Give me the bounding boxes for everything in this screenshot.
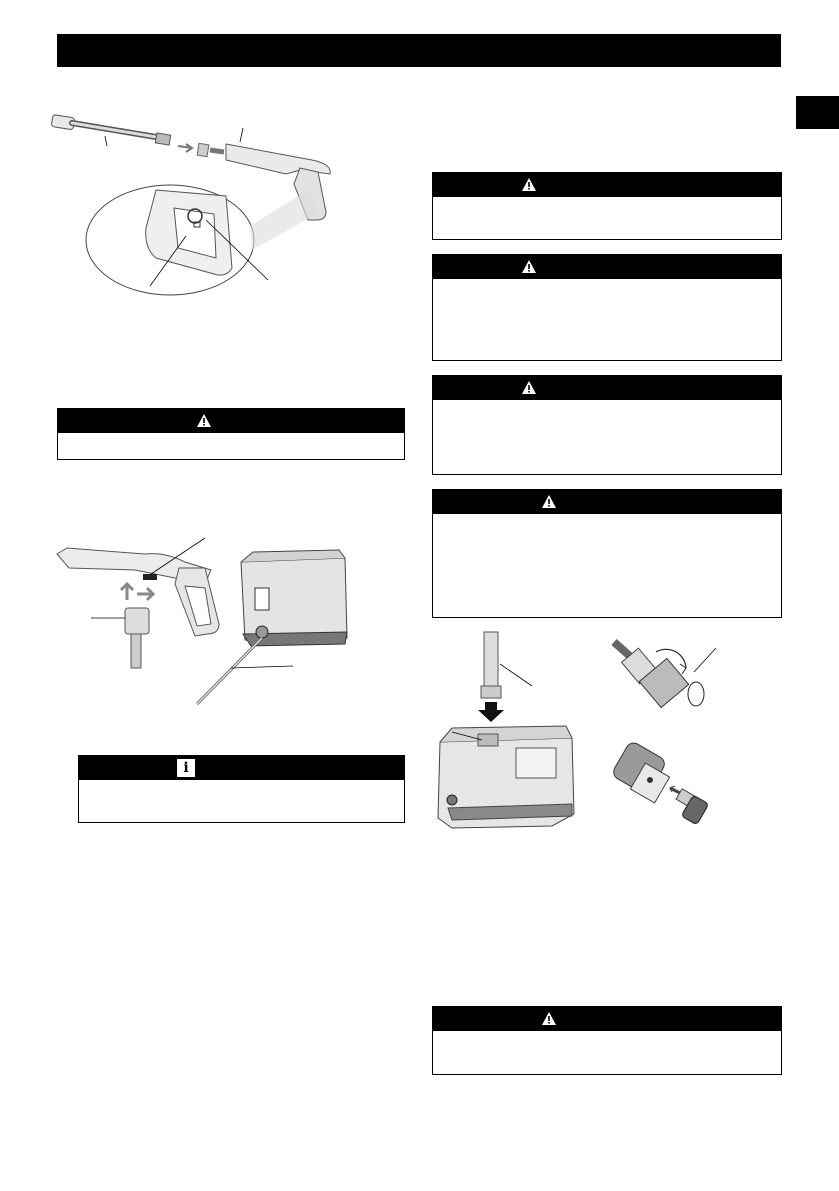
warning-header	[433, 255, 781, 279]
info-box	[78, 755, 405, 823]
warning-triangle-icon	[521, 259, 537, 274]
language-side-tab	[796, 96, 839, 129]
warning-triangle-icon	[521, 177, 537, 192]
warning-triangle-icon	[541, 494, 557, 509]
warning-triangle-icon	[521, 380, 537, 395]
warning-header	[433, 490, 781, 514]
warning-header	[433, 173, 781, 197]
warning-box-right-5	[432, 1006, 782, 1075]
warning-box-left-1	[57, 408, 405, 460]
warning-triangle-icon	[541, 1011, 557, 1026]
warning-header	[433, 1007, 781, 1031]
hose-connection-figure	[55, 528, 355, 708]
page-header-bar	[57, 34, 781, 67]
lance-gun-assembly-figure	[50, 108, 350, 298]
warning-box-right-2	[432, 254, 782, 361]
info-icon: i	[177, 759, 195, 777]
warning-box-right-3	[432, 375, 782, 475]
inlet-filter-figure	[436, 628, 586, 833]
warning-triangle-icon	[196, 413, 212, 428]
hose-coupling-figure	[612, 628, 722, 838]
info-header	[79, 756, 404, 780]
warning-header	[433, 376, 781, 400]
warning-box-right-1	[432, 172, 782, 240]
warning-header	[58, 409, 404, 433]
warning-box-right-4	[432, 489, 782, 618]
